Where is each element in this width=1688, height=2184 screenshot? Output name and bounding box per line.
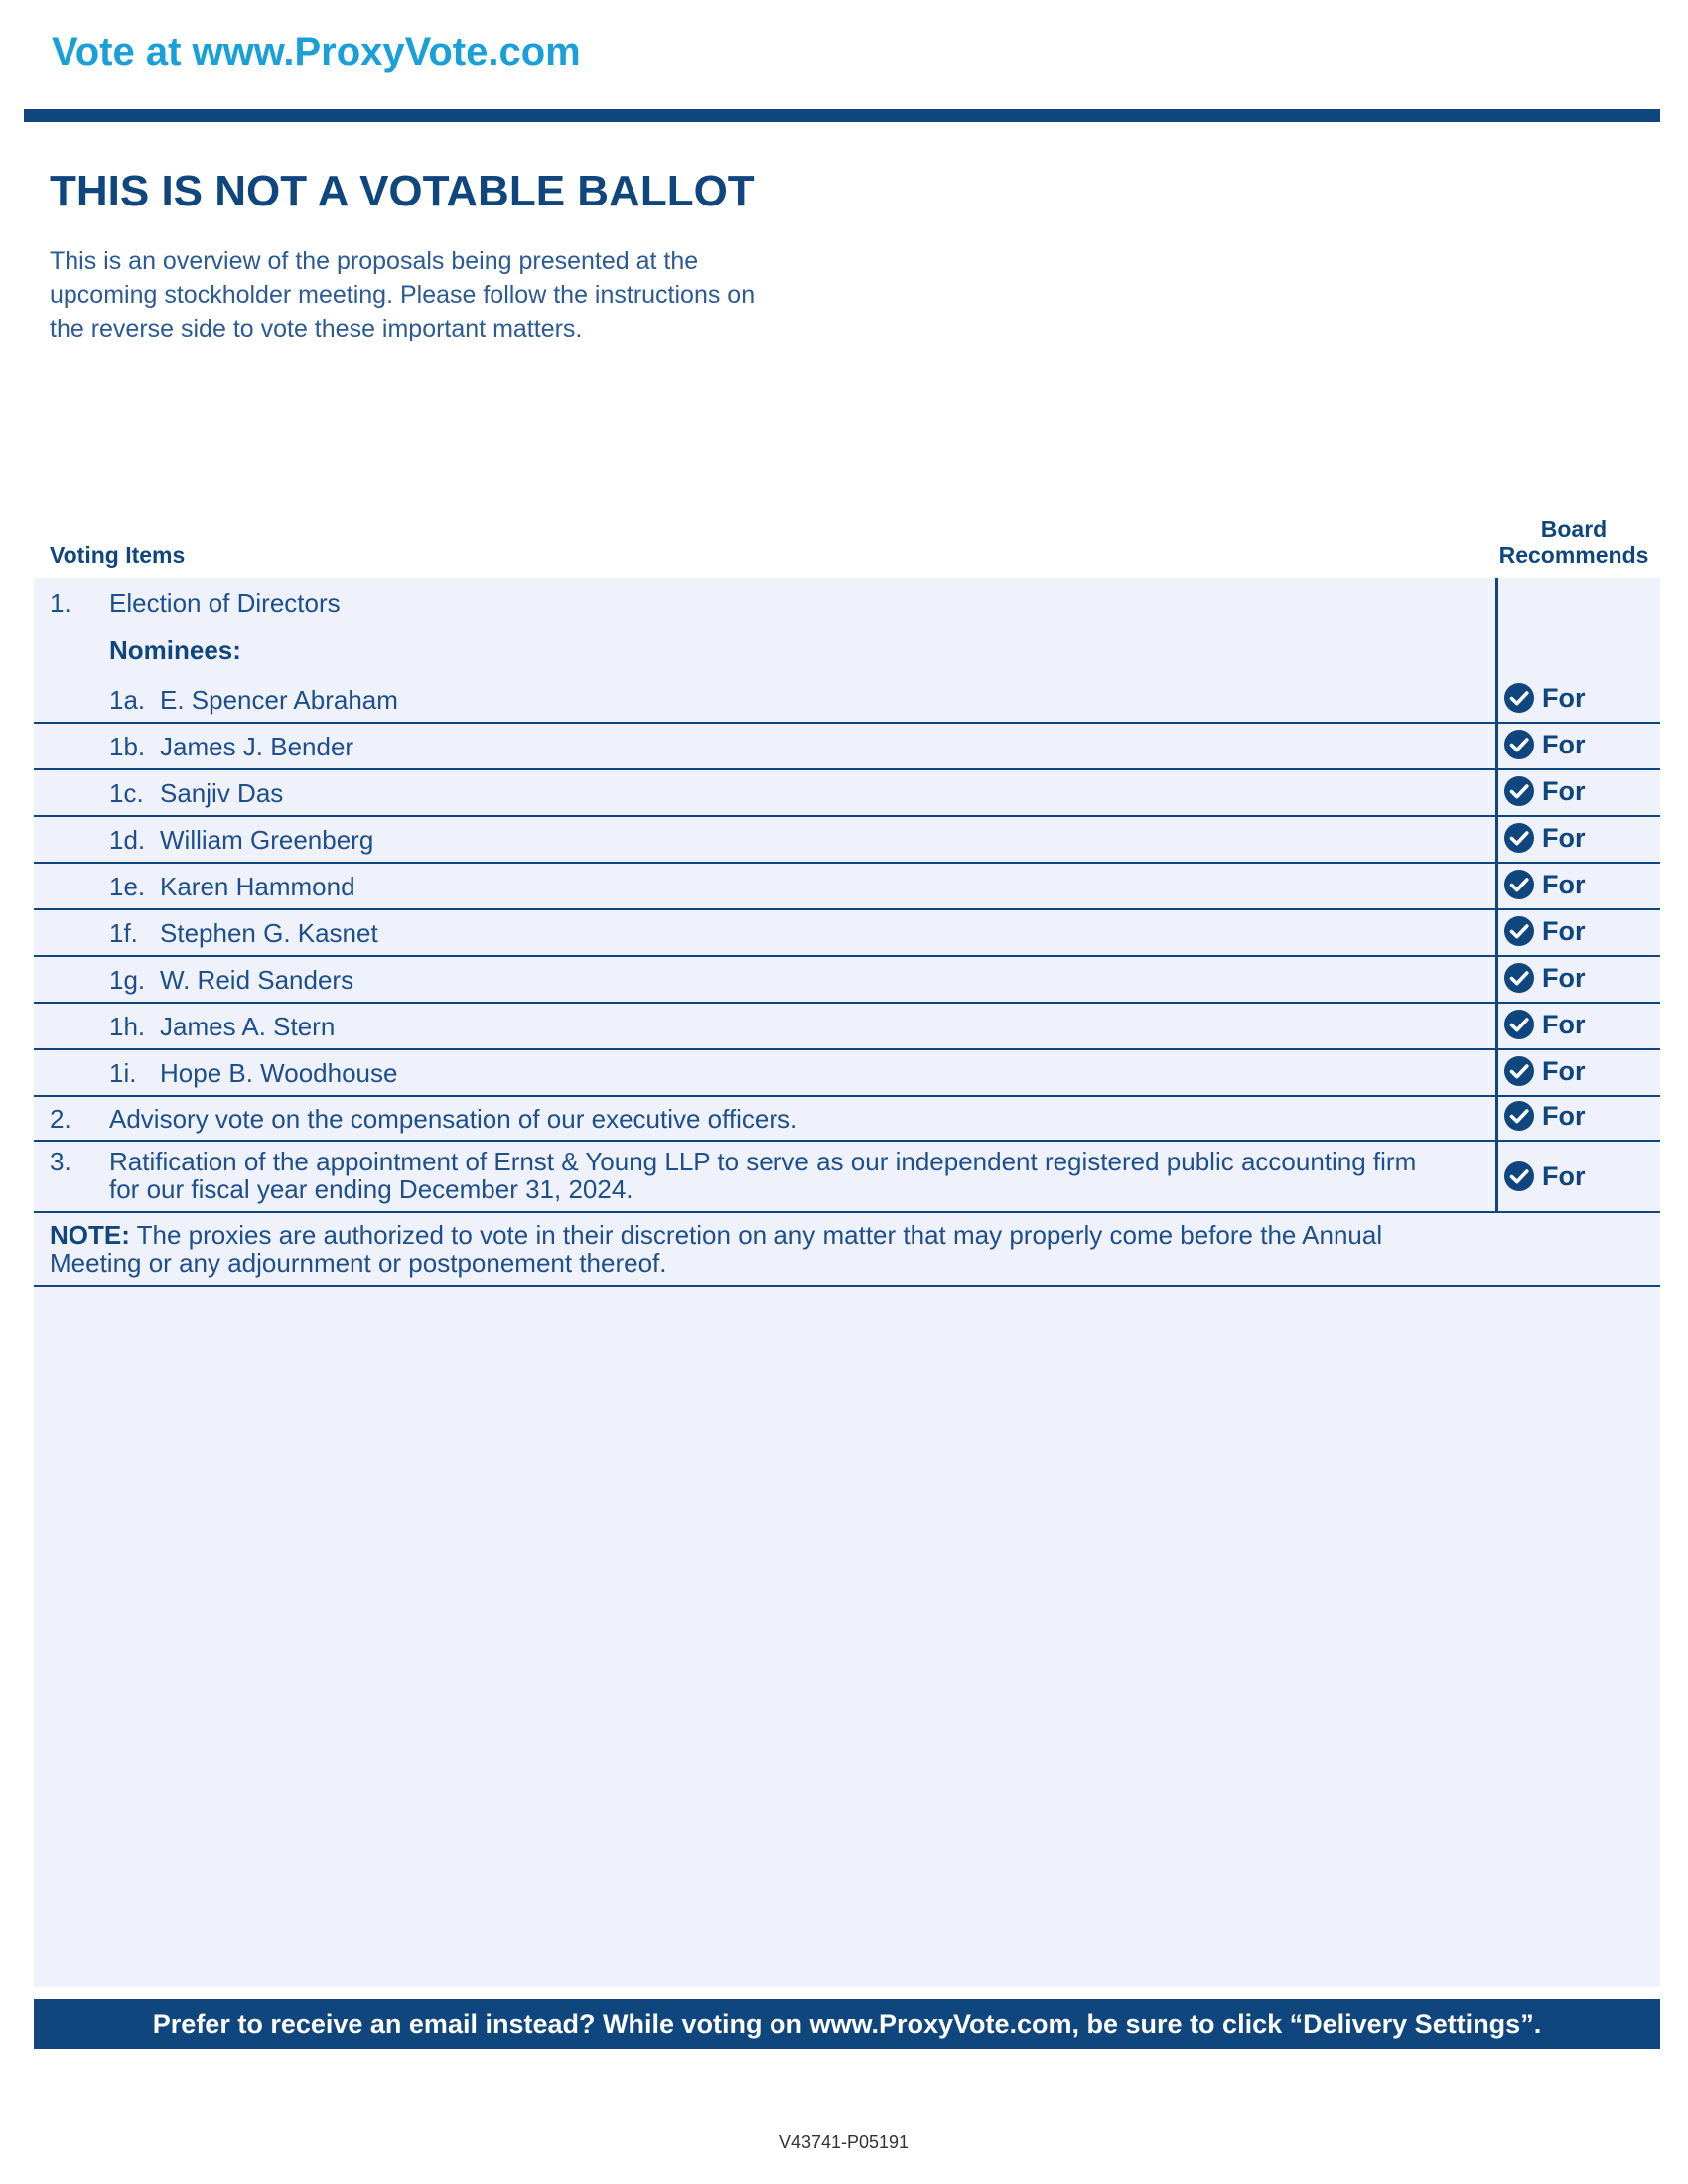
recommendation-label: For xyxy=(1542,1055,1586,1086)
nominee-row xyxy=(34,1050,1660,1097)
item-number: 2. xyxy=(50,1104,71,1134)
nominee-row xyxy=(34,910,1660,957)
note-row xyxy=(34,1213,1660,1287)
recommendation-label: For xyxy=(1542,1100,1586,1131)
check-circle-icon xyxy=(1503,1055,1535,1087)
recommendation xyxy=(1503,1009,1586,1040)
check-circle-icon xyxy=(1503,775,1535,807)
nominee-name: W. Reid Sanders xyxy=(160,965,354,995)
nominees-label: Nominees: xyxy=(109,635,241,665)
nominee-name: Karen Hammond xyxy=(160,872,355,901)
nominee-row xyxy=(34,864,1660,910)
note-text xyxy=(50,1221,1382,1277)
item-label-line: Ratification of the appointment of Ernst & Young LLP to serve as our independent registered public accounting firm xyxy=(109,1147,1417,1176)
recommendation-label: For xyxy=(1542,1161,1586,1191)
nominee-row xyxy=(34,770,1660,817)
nominee-row xyxy=(34,1004,1660,1050)
banner-text: Prefer to receive an email instead? While voting on www.ProxyVote.com, be sure to click “Delivery Settings”. xyxy=(152,2008,1542,2039)
document-code: V43741-P05191 xyxy=(778,2132,910,2152)
nominees-row xyxy=(34,635,1660,665)
nominee-name: James A. Stern xyxy=(160,1012,336,1041)
recommendation-label: For xyxy=(1542,775,1586,806)
item-number: 1. xyxy=(50,588,71,617)
item-row-1 xyxy=(34,588,1660,617)
recommendation-label: For xyxy=(1542,869,1586,899)
nominee-id: 1h. xyxy=(109,1012,146,1041)
nominee-row xyxy=(34,957,1660,1004)
recommendation-label: For xyxy=(1542,1009,1586,1039)
check-circle-icon xyxy=(1503,1009,1535,1040)
nominee-id: 1c. xyxy=(109,778,144,808)
item-row-3 xyxy=(34,1142,1660,1213)
recommendation-label: For xyxy=(1542,822,1586,853)
intro-paragraph xyxy=(50,244,844,345)
nominee-name: E. Spencer Abraham xyxy=(160,685,398,715)
nominee-name: Stephen G. Kasnet xyxy=(160,918,378,948)
item-number: 3. xyxy=(50,1147,71,1176)
nominee-id: 1i. xyxy=(109,1058,137,1088)
header-rule xyxy=(24,109,1660,122)
item-label: Advisory vote on the compensation of our executive officers. xyxy=(109,1104,798,1134)
nominee-name: Hope B. Woodhouse xyxy=(160,1058,398,1088)
item-row-2 xyxy=(34,1094,1660,1142)
item-label xyxy=(109,1148,1416,1203)
intro-line: upcoming stockholder meeting. Please follow the instructions on xyxy=(50,281,756,309)
nominee-id: 1g. xyxy=(109,965,146,995)
nominee-id: 1b. xyxy=(109,732,146,761)
board-recommends-header xyxy=(1489,516,1658,568)
recommendation xyxy=(1503,962,1586,994)
nominee-row xyxy=(34,724,1660,770)
recommendation xyxy=(1503,1160,1586,1192)
note-label: NOTE: xyxy=(50,1220,130,1250)
recommendation xyxy=(1503,822,1586,854)
nominee-id: 1e. xyxy=(109,872,146,901)
recommendation xyxy=(1503,1055,1586,1087)
nominee-row xyxy=(34,817,1660,864)
intro-line: This is an overview of the proposals being presented at the xyxy=(50,247,699,275)
recommendation xyxy=(1503,1100,1586,1132)
recommendation-label: For xyxy=(1542,682,1586,713)
check-circle-icon xyxy=(1503,915,1535,947)
nominee-id: 1d. xyxy=(109,825,146,855)
nominee-name: William Greenberg xyxy=(160,825,374,855)
recommendation-label: For xyxy=(1542,915,1586,946)
recommendation-label: For xyxy=(1542,729,1586,759)
recommendation-label: For xyxy=(1542,962,1586,993)
check-circle-icon xyxy=(1503,822,1535,854)
check-circle-icon xyxy=(1503,682,1535,714)
delivery-settings-banner xyxy=(34,1999,1660,2049)
item-label-line: for our fiscal year ending December 31, 2024. xyxy=(109,1174,633,1204)
recommendation xyxy=(1503,869,1586,900)
nominee-name: James J. Bender xyxy=(160,732,354,761)
check-circle-icon xyxy=(1503,729,1535,760)
voting-items-header: Voting Items xyxy=(50,542,186,568)
recommends-header-line: Recommends xyxy=(1498,542,1649,568)
note-line: Meeting or any adjournment or postponement thereof. xyxy=(50,1248,667,1278)
intro-line: the reverse side to vote these important matters. xyxy=(50,315,583,342)
recommendation xyxy=(1503,729,1586,760)
nominee-row xyxy=(34,677,1660,724)
check-circle-icon xyxy=(1503,1100,1535,1132)
recommendation xyxy=(1503,775,1586,807)
check-circle-icon xyxy=(1503,869,1535,900)
nominee-name: Sanjiv Das xyxy=(160,778,284,808)
nominee-id: 1f. xyxy=(109,918,138,948)
recommendation xyxy=(1503,682,1586,714)
check-circle-icon xyxy=(1503,1160,1535,1192)
nominee-id: 1a. xyxy=(109,685,146,715)
check-circle-icon xyxy=(1503,962,1535,994)
proxyvote-header[interactable]: Vote at www.ProxyVote.com xyxy=(52,30,581,73)
board-header-line: Board xyxy=(1540,516,1608,542)
recommendation xyxy=(1503,915,1586,947)
note-line: The proxies are authorized to vote in their discretion on any matter that may properly come before the Annual xyxy=(136,1220,1383,1250)
item-label: Election of Directors xyxy=(109,588,341,617)
page-title: THIS IS NOT A VOTABLE BALLOT xyxy=(50,167,755,215)
